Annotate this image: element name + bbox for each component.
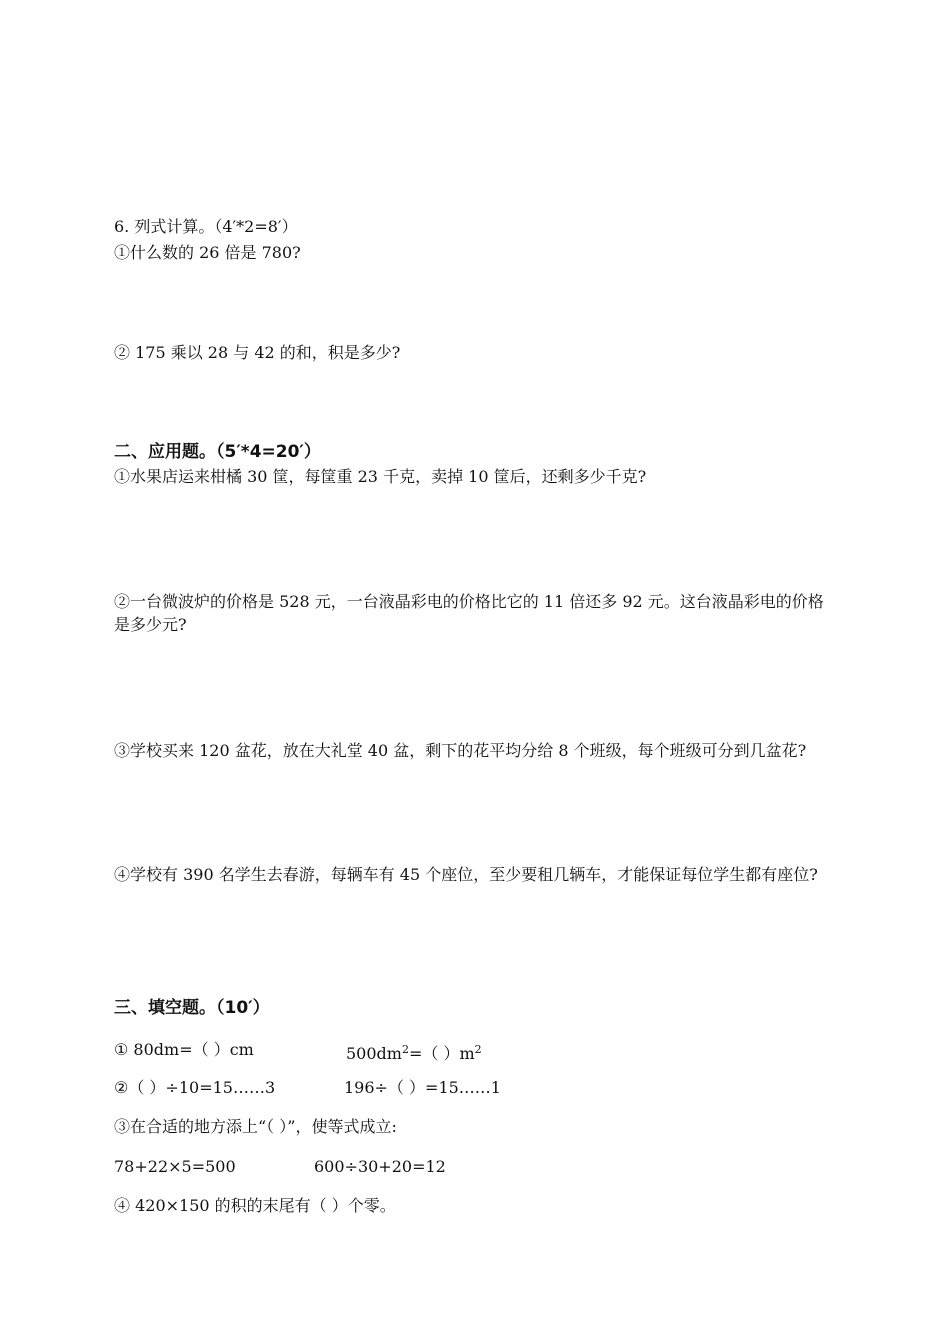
application-question-2: ②一台微波炉的价格是 528 元，一台液晶彩电的价格比它的 11 倍还多 92 元。这台液晶彩电的价格是多少元? [114, 592, 824, 634]
fill-row-1-right-mid: =（ ）m [408, 1044, 475, 1063]
fill-row-4-right: 600÷30+20=12 [314, 1157, 446, 1176]
fill-row-4-left: 78+22×5=500 [114, 1157, 236, 1176]
fill-row-1-right-exp: 2 [401, 1043, 409, 1056]
fill-row-1-left: ① 80dm=（ ）cm [114, 1040, 254, 1059]
application-question-4: ④学校有 390 名学生去春游，每辆车有 45 个座位，至少要租几辆车，才能保证每位学生都有座位? [114, 865, 818, 884]
fill-section-title: 三、填空题。（10′） [114, 998, 270, 1018]
application-question-1: ①水果店运来柑橘 30 筐，每筐重 23 千克，卖掉 10 筐后，还剩多少千克? [114, 467, 647, 486]
fill-row-2-left: ②（ ）÷10=15……3 [114, 1078, 276, 1097]
fill-row-1-right-exp2: 2 [474, 1043, 482, 1056]
fill-row-1-right [346, 1039, 482, 1065]
fill-row-3: ③在合适的地方添上“（ ）”，使等式成立: [114, 1117, 397, 1136]
fill-row-1-right-base: 500dm [346, 1044, 402, 1063]
calc-question-2: ② 175 乘以 28 与 42 的和，积是多少? [114, 343, 401, 362]
calc-section-title: 6. 列式计算。（4′*2=8′） [114, 217, 298, 236]
fill-row-5: ④ 420×150 的积的末尾有（ ）个零。 [114, 1196, 396, 1215]
application-section-title: 二、应用题。（5′*4=20′） [114, 442, 321, 462]
fill-row-2-right: 196÷（ ）=15……1 [344, 1078, 501, 1097]
calc-question-1: ①什么数的 26 倍是 780? [114, 243, 301, 262]
application-question-3: ③学校买来 120 盆花，放在大礼堂 40 盆，剩下的花平均分给 8 个班级，每个班级可分到几盆花? [114, 741, 807, 760]
